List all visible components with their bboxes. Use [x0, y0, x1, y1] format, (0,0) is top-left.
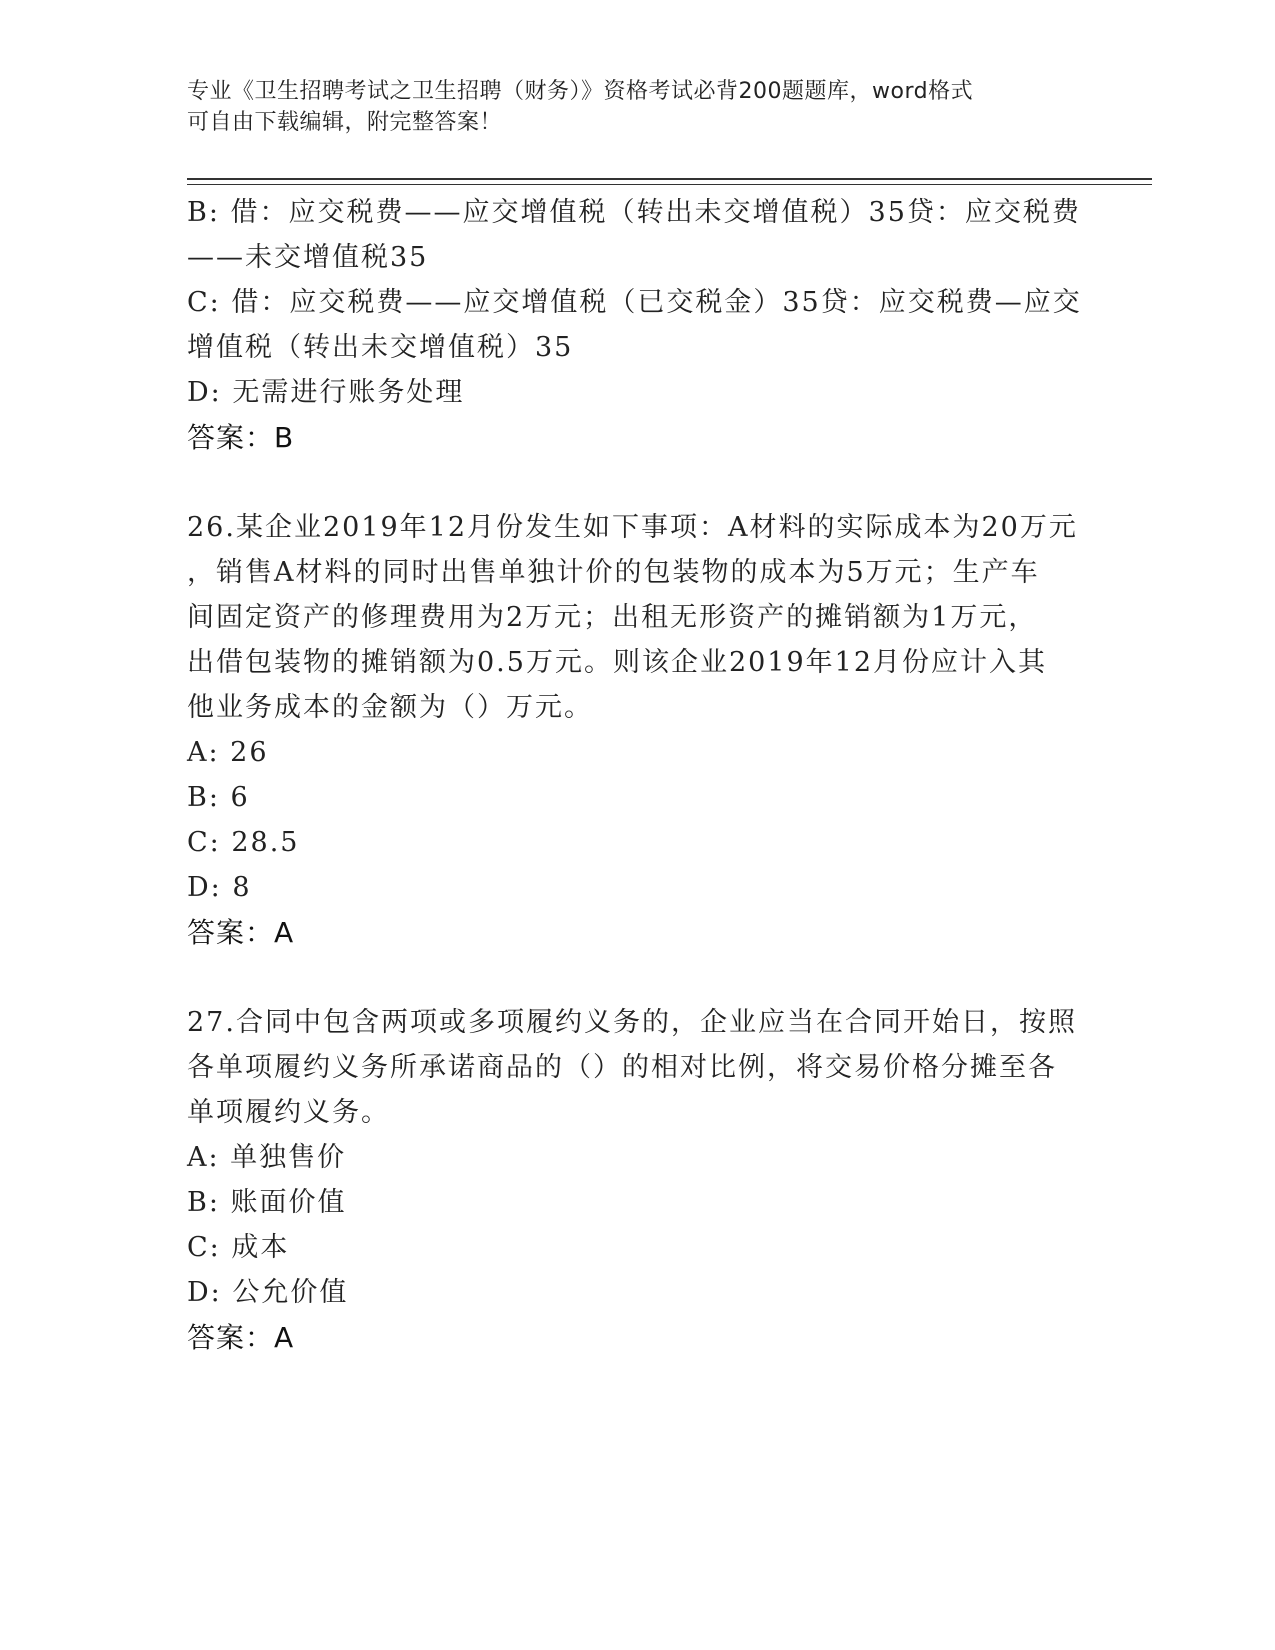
header-line-2: 可自由下载编辑，附完整答案！ [187, 110, 503, 135]
option-d: D: 公允价值 [187, 1277, 349, 1308]
option-b: B: 账面价值 [187, 1187, 347, 1218]
question-stem-line: ，销售A材料的同时出售单独计价的包装物的成本为5万元；生产车 [187, 557, 1040, 588]
question-27 [187, 1000, 1087, 1360]
option-b-line-1: B: 借：应交税费——应交增值税（转出未交增值税）35贷：应交税费 [187, 197, 1081, 228]
option-c: C: 28.5 [187, 827, 300, 858]
spacer [187, 460, 1087, 505]
spacer [187, 955, 1087, 1000]
option-d: D: 8 [187, 872, 252, 903]
option-a: A: 单独售价 [187, 1142, 347, 1173]
option-c-line-1: C: 借：应交税费——应交增值税（已交税金）35贷：应交税费—应交 [187, 287, 1082, 318]
option-c-line-2: 增值税（转出未交增值税）35 [187, 332, 574, 363]
option-a: A: 26 [187, 737, 269, 768]
option-c: C: 成本 [187, 1232, 290, 1263]
option-b: B: 6 [187, 782, 250, 813]
option-b-line-2: ——未交增值税35 [187, 242, 429, 273]
question-stem-line: 27.合同中包含两项或多项履约义务的，企业应当在合同开始日，按照 [187, 1007, 1077, 1038]
previous-question-options [187, 190, 1087, 460]
question-stem-line: 出借包装物的摊销额为0.5万元。则该企业2019年12月份应计入其 [187, 647, 1048, 678]
question-stem-line: 间固定资产的修理费用为2万元；出租无形资产的摊销额为1万元， [187, 602, 1038, 633]
answer-text: 答案：A [187, 1321, 295, 1354]
question-stem-line: 各单项履约义务所承诺商品的（）的相对比例，将交易价格分摊至各 [187, 1052, 1057, 1083]
document-header [187, 76, 1087, 138]
answer-text: 答案：A [187, 916, 295, 949]
option-d: D: 无需进行账务处理 [187, 377, 465, 408]
question-stem-line: 他业务成本的金额为（）万元。 [187, 692, 593, 723]
question-content [187, 190, 1087, 1360]
question-26 [187, 505, 1087, 955]
question-stem-line: 单项履约义务。 [187, 1097, 390, 1128]
question-stem-line: 26.某企业2019年12月份发生如下事项：A材料的实际成本为20万元 [187, 512, 1078, 543]
header-line-1: 专业《卫生招聘考试之卫生招聘（财务）》资格考试必背200题题库，word格式 [187, 79, 974, 104]
answer-text: 答案：B [187, 421, 295, 454]
header-divider [187, 178, 1152, 185]
